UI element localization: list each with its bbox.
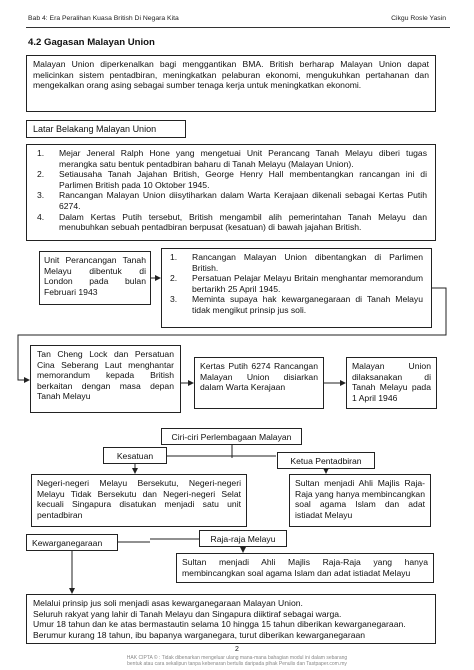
raja-title: Raja-raja Melayu (210, 534, 276, 544)
warga-title: Kewarganegaraan (32, 538, 103, 548)
page-number: 2 (235, 646, 239, 653)
kesatuan-text: Negeri-negeri Melayu Bersekutu, Negeri-negeri Melayu Tidak Bersekutu dan Negeri-negeri Selat kecuali Singapura disatukan menjadi satu unit pentadbiran (37, 478, 241, 520)
intro-box (26, 55, 436, 112)
tan-text: Tan Cheng Lock dan Persatuan Cina Seberang Laut menghantar memorandum kepada British berkaitan dengan masa depan Tanah Melayu (37, 349, 174, 402)
step-item: 3. Meminta supaya hak kewarganegaraan di Tanah Melayu tidak mengikut prinsip jus soli. (170, 294, 423, 315)
kesatuan-title: Kesatuan (116, 451, 154, 461)
ketua-title-box (277, 452, 375, 469)
warga-line: Melalui prinsip jus soli menjadi asas kewarganegaraan Malayan Union. (33, 598, 303, 608)
warga-box (26, 594, 436, 644)
dilaksana-text: Malayan Union dilaksanakan di Tanah Melayu pada 1 April 1946 (352, 361, 431, 403)
ciri-title-box (161, 428, 302, 445)
latar-item: 1. Mejar Jeneral Ralph Hone yang mengetuai Unit Perancang Tanah Melayu diberi tugas merangka satu bentuk pentadbiran baharu di Tanah Melayu (Malayan Union). (37, 148, 427, 169)
latar-item: 4. Dalam Kertas Putih tersebut, British mengambil alih pemerintahan Tanah Melayu dan menubuhkan sebuah pentadbiran berpusat (kesatuan) di bawah jajahan British. (37, 211, 427, 233)
warga-title-box (26, 534, 118, 551)
step-item: 1. Rancangan Malayan Union dibentangkan di Parlimen British. (170, 252, 423, 273)
section-title: 4.2 Gagasan Malayan Union (28, 37, 155, 48)
ciri-title: Ciri-ciri Perlembagaan Malayan (171, 432, 292, 442)
latar-title-box (26, 120, 186, 138)
footer-line: bentuk atau cara sekalipun tanpa kebenaran bertulis daripada pihak Penulis dan Tastpaper.com.my (127, 661, 347, 667)
raja-box (176, 553, 434, 583)
warga-line: Umur 18 tahun dan ke atas bermastautin selama 10 hingga 15 tahun diberikan kewarganegaraan. (33, 619, 406, 630)
raja-text: Sultan menjadi Ahli Majlis Raja-Raja yang hanya membincangkan soal agama Islam dan adat istiadat Melayu (182, 557, 428, 578)
kertas-text: Kertas Putih 6274 Rancangan Malayan Union disiarkan dalam Warta Kerajaan (200, 361, 318, 393)
latar-list-box (26, 144, 436, 241)
unit-text: Unit Perancangan Tanah Melayu dibentuk di London pada bulan Februari 1943 (44, 255, 146, 297)
step-item: 2. Persatuan Pelajar Melayu Britain menghantar memorandum bertarikh 25 April 1945. (170, 273, 423, 294)
header-rule (26, 27, 450, 28)
intro-text: Malayan Union diperkenalkan bagi menggantikan BMA. British berharap Malayan Union dapat melicinkan sistem pentadbiran, meningkatkan pelaburan ekonomi, mengukuhkan pertahanan dan mengekalkan orang asing sebagai sumber tenaga kerja untuk meningkatkan ekonomi. (33, 59, 429, 91)
latar-title: Latar Belakang Malayan Union (33, 124, 157, 134)
latar-item: 2. Setiausaha Tanah Jajahan British, George Henry Hall membentangkan rancangan ini di Parlimen British pada 10 Oktober 1945. (37, 169, 427, 190)
steps-box (161, 248, 432, 328)
latar-list (37, 148, 427, 233)
dilaksana-box (346, 357, 437, 409)
steps-list (170, 252, 423, 316)
footer-line: HAK CIPTA © : Tidak dibenarkan mengeluar ulang mana-mana bahagian modul ini dalam sebarang (126, 655, 348, 661)
warga-line: Berumur kurang 18 tahun, ibu bapanya warganegara, turut diberikan kewarganegaraan (33, 629, 366, 640)
raja-title-box (199, 530, 287, 547)
unit-box (39, 251, 151, 305)
footer-copyright (0, 655, 474, 667)
ketua-title: Ketua Pentadbiran (290, 456, 362, 466)
warga-line: Seluruh rakyat yang lahir di Tanah Melayu dan Singapura diiktiraf sebagai warga. (33, 608, 342, 619)
header-left: Bab 4: Era Peralihan Kuasa British Di Negara Kita (28, 15, 179, 22)
kesatuan-title-box (103, 447, 167, 464)
latar-item: 3. Rancangan Malayan Union diisytiharkan dalam Warta Kerajaan dikenali sebagai Kertas Putih 6274. (37, 190, 427, 211)
ketua-box (289, 474, 431, 527)
kesatuan-box (31, 474, 247, 527)
kertas-box (194, 357, 324, 409)
ketua-text: Sultan menjadi Ahli Majlis Raja-Raja yang hanya membincangkan soal agama Islam dan adat istiadat Melayu (295, 478, 425, 520)
tan-box (30, 345, 181, 413)
header-right: Cikgu Rosle Yasin (391, 15, 446, 22)
